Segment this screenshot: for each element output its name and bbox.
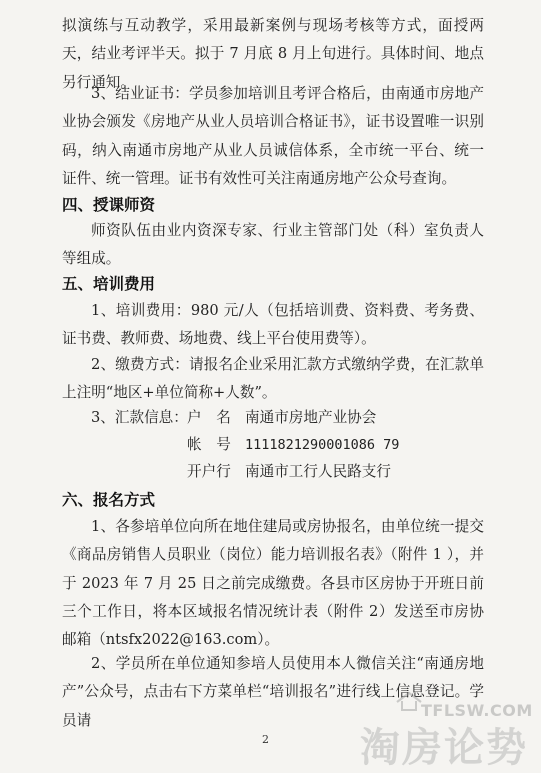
account-number-key: 帐 号	[187, 436, 231, 453]
account-name-key: 户 名	[187, 409, 231, 426]
watermark-site: TFLSW.COM	[421, 701, 533, 720]
account-name-value: 南通市房地产业协会	[245, 409, 377, 426]
watermark-brand: 淘房论势	[360, 725, 528, 771]
paragraph-wechat-registration: 2、学员所在单位通知参培人员使用本人微信关注“南通房地产”公众号，点击右下方菜单栏“培训报名”进行线上信息登记。学员请	[62, 655, 484, 729]
section-heading-instructors: 四、授课师资	[62, 196, 156, 214]
section-heading-fees: 五、培训费用	[62, 275, 156, 293]
paragraph-payment-method: 2、缴费方式：请报名企业采用汇款方式缴纳学费，在汇款单上注明“地区+单位简称+人数”。	[62, 356, 484, 402]
paragraph-training-format: 拟演练与互动教学，采用最新案例与现场考核等方式，面授两天，结业考评半天。拟于 7 月底 8 月上旬进行。具体时间、地点另行通知。	[62, 17, 484, 91]
watermark-house-icon	[395, 690, 423, 712]
paragraph-fee-amount: 1、培训费用：980 元/人（包括培训费、资料费、考务费、证书费、教师费、场地费、线上平台使用费等）。	[62, 302, 484, 348]
paragraph-registration-steps: 1、各参培单位向所在地住建局或房协报名，由单位统一提交《商品房销售人员职业（岗位）能力培训报名表》（附件 1 ），并于 2023 年 7 月 25 日之前完成缴费。各县市区房协于开班日前三个工作日，将本区域报名情况统计表（附件 2）发送至市房协邮箱（ntsfx2022@163.com）。	[62, 518, 484, 649]
page-number: 2	[262, 733, 269, 746]
section-heading-registration: 六、报名方式	[62, 491, 156, 509]
paragraph-certificate: 3、结业证书：学员参加培训且考评合格后，由南通市房地产业协会颁发《房地产从业人员培训合格证书》，证书设置唯一识别码，纳入南通市房地产从业人员诚信体系，全市统一平台、统一证件、统一管理。证书有效性可关注南通房地产公众号查询。	[62, 85, 484, 187]
paragraph-instructors: 师资队伍由业内资深专家、行业主管部门处（科）室负责人等组成。	[62, 222, 484, 268]
bank-key: 开户行	[187, 463, 231, 480]
remittance-label: 3、汇款信息：	[91, 409, 188, 426]
bank-value: 南通市工行人民路支行	[245, 463, 391, 480]
account-number-value: 1111821290001086 79	[245, 437, 400, 453]
